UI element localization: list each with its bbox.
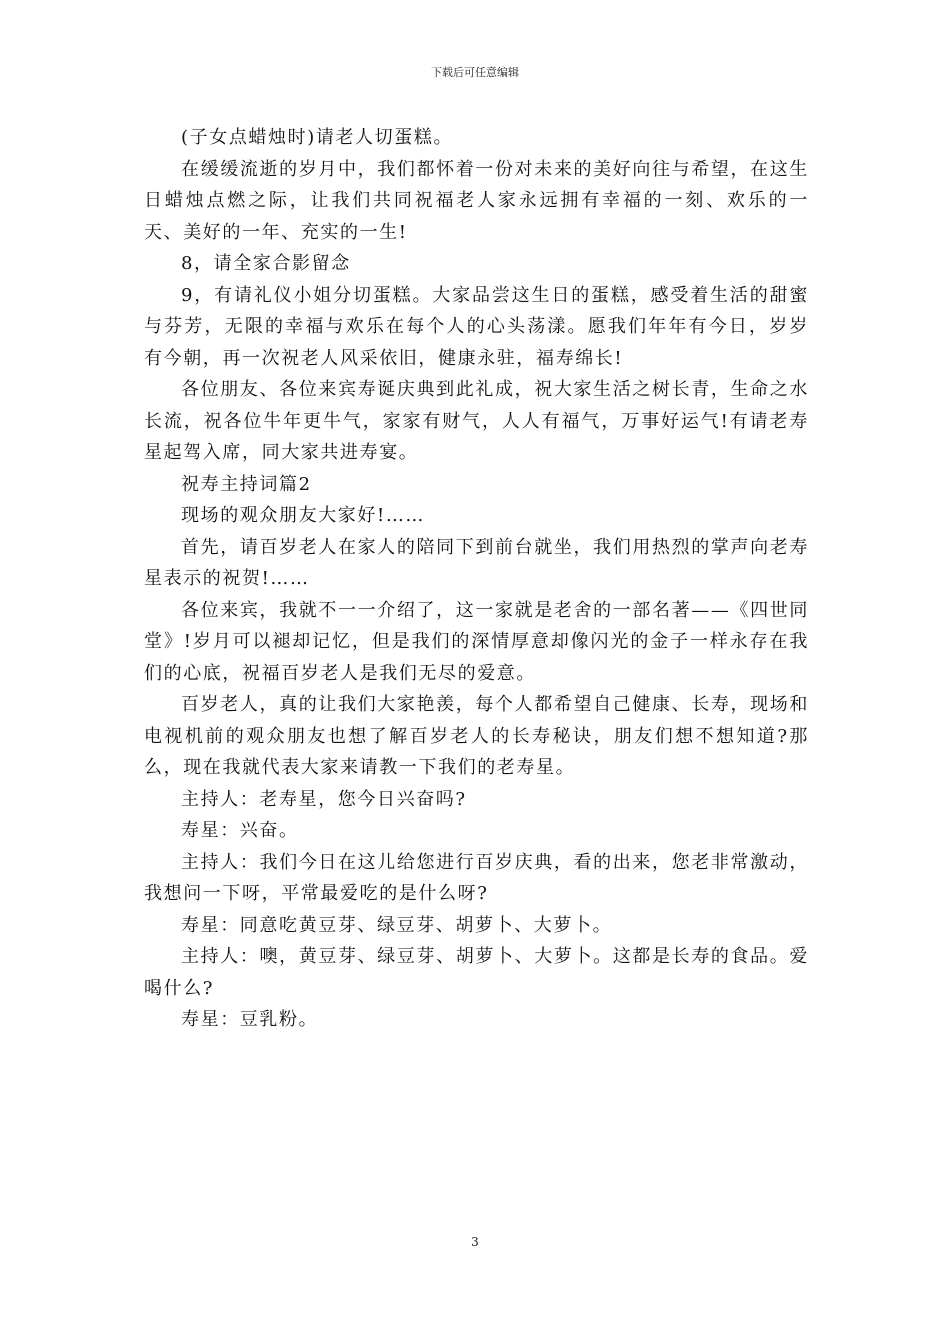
dialogue-line: 寿星：兴奋。	[181, 820, 299, 841]
paragraph: 百岁老人，真的让我们大家艳羡，每个人都希望自己健康、长寿，现场和电视机前的观众朋友也想了解百岁老人的长寿秘诀，朋友们想不想知道?那么，现在我就代表大家来请教一下我们的老寿星。	[144, 694, 809, 778]
section-heading: 祝寿主持词篇2	[181, 473, 312, 495]
dialogue-line: 寿星：同意吃黄豆芽、绿豆芽、胡萝卜、大萝卜。	[181, 914, 613, 936]
paragraph: 各位朋友、各位来宾寿诞庆典到此礼成，祝大家生活之树长青，生命之水长流，祝各位牛年更牛气，家家有财气，人人有福气，万事好运气!有请老寿星起驾入席，同大家共进寿宴。	[144, 379, 809, 463]
page-header: 下载后可任意编辑	[431, 66, 519, 79]
dialogue-line: 主持人：噢，黄豆芽、绿豆芽、胡萝卜、大萝卜。这都是长寿的食品。爱喝什么?	[144, 946, 809, 999]
dialogue-line: 寿星：豆乳粉。	[181, 1009, 319, 1030]
paragraph: 现场的观众朋友大家好!……	[181, 505, 426, 526]
dialogue-line: 主持人：老寿星，您今日兴奋吗?	[181, 788, 467, 810]
paragraph: 首先，请百岁老人在家人的陪同下到前台就坐，我们用热烈的掌声向老寿星表示的祝贺!……	[144, 536, 809, 589]
dialogue-line: 主持人：我们今日在这儿给您进行百岁庆典，看的出来，您老非常激动，我想问一下呀，平常最爱吃的是什么呀?	[144, 851, 809, 904]
page-number: 3	[471, 1235, 479, 1249]
paragraph: 8，请全家合影留念	[181, 253, 351, 274]
paragraph: 各位来宾，我就不一一介绍了，这一家就是老舍的一部名著——《四世同堂》!岁月可以褪却记忆，但是我们的深情厚意却像闪光的金子一样永存在我们的心底，祝福百岁老人是我们无尽的爱意。	[144, 599, 809, 684]
paragraph: 在缓缓流逝的岁月中，我们都怀着一份对未来的美好向往与希望，在这生日蜡烛点燃之际，让我们共同祝福老人家永远拥有幸福的一刻、欢乐的一天、美好的一年、充实的一生!	[144, 158, 809, 243]
document-body	[144, 122, 809, 1036]
paragraph: 9，有请礼仪小姐分切蛋糕。大家品尝这生日的蛋糕，感受着生活的甜蜜与芬芳，无限的幸福与欢乐在每个人的心头荡漾。愿我们年年有今日，岁岁有今朝，再一次祝老人风采依旧，健康永驻，福寿绵长!	[144, 284, 809, 369]
paragraph: (子女点蜡烛时)请老人切蛋糕。	[181, 127, 454, 148]
